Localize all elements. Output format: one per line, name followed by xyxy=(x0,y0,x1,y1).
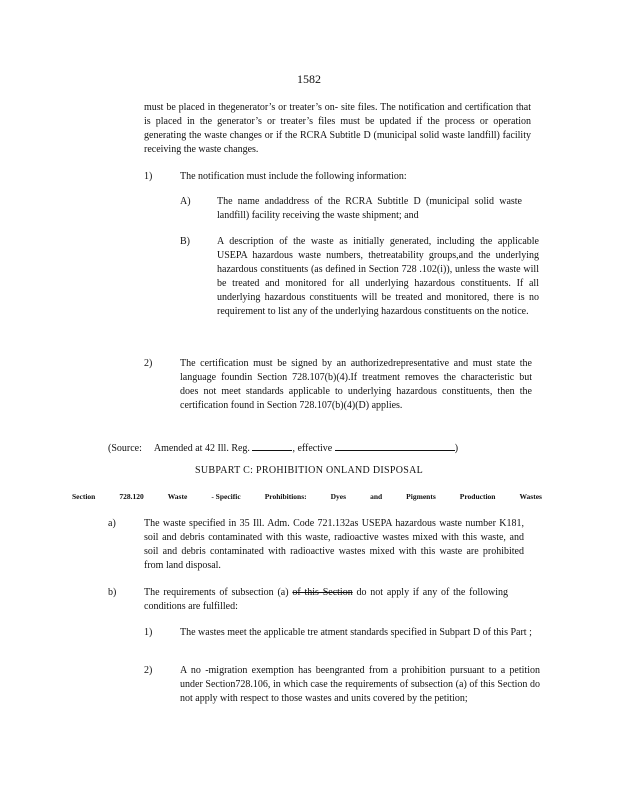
section-title-word: and xyxy=(370,492,383,501)
source-prefix: (Source: xyxy=(108,443,142,454)
intro-paragraph: must be placed in thegenerator’s or treater’s on- site files. The notification and certification that is placed in the generator’s or treater’s files must be updated if the process or operation generating the waste changes or if the RCRA Subtitle D (municipal solid waste landfill) facility receiving the waste changes. xyxy=(144,102,531,155)
effective-date-blank xyxy=(335,440,455,451)
item-b-text-after: do not apply if any of the following conditions are fulfilled: xyxy=(144,587,509,612)
item-1a-text: The name andaddress of the RCRA Subtitle D (municipal solid waste landfill) facility receiving the waste shipment; and xyxy=(217,196,522,221)
item-a-number: a) xyxy=(108,518,116,529)
item-b-number: b) xyxy=(108,587,117,598)
item-1b-number: B) xyxy=(180,236,190,247)
item-a-text: The waste specified in 35 Ill. Adm. Code 721.132as USEPA hazardous waste number K181, soil and debris contaminated with this waste, radioactive wastes mixed with this waste, and soil and debris contaminated with radioactive wastes mixed with this waste are prohibited from land disposal. xyxy=(144,518,524,571)
item-b1-text: The wastes meet the applicable tre atment standards specified in Subpart D of this Part ; xyxy=(180,627,532,638)
section-number: 728.120 xyxy=(119,492,144,501)
page-number: 1582 xyxy=(297,72,321,86)
section-label: Section xyxy=(72,492,96,501)
source-effective: , effective xyxy=(292,443,333,454)
item-1-text: The notification must include the following information: xyxy=(180,171,407,182)
item-b2-text: A no -migration exemption has beengranted from a prohibition pursuant to a petition under Section728.106, in which case the requirements of subsection (a) of this Section do not apply with respect to those wastes and units covered by the petition; xyxy=(180,665,540,704)
item-b2-number: 2) xyxy=(144,665,153,676)
section-title-word: Pigments xyxy=(406,492,436,501)
item-b-text xyxy=(144,586,508,614)
subpart-heading: SUBPART C: PROHIBITION ONLAND DISPOSAL xyxy=(194,465,424,476)
reg-blank xyxy=(252,440,292,451)
item-b-deleted-text: of this Section xyxy=(292,587,353,598)
section-title-word: Production xyxy=(459,492,496,501)
section-title-word: Prohibitions: xyxy=(264,492,307,501)
section-title-word: - Specific xyxy=(211,492,241,501)
item-2-number: 2) xyxy=(144,358,153,369)
source-close: ) xyxy=(454,443,459,454)
section-title-word: Dyes xyxy=(330,492,347,501)
item-1a-number: A) xyxy=(180,196,191,207)
item-2-text: The certification must be signed by an authorizedrepresentative and must state the language foundin Section 728.107(b)(4).If treatment removes the characteristic but does not meet standards applicable to underlying hazardous constituents, then the certification found in Section 728.107(b)(4)(D) applies. xyxy=(180,358,532,411)
item-1-number: 1) xyxy=(144,171,153,182)
item-b1-number: 1) xyxy=(144,627,153,638)
item-1b-text: A description of the waste as initially generated, including the applicable USEPA hazardous waste numbers, thetreatability groups,and the underlying hazardous constituents (as defined in Section 728 .102(i)), unless the waste will be treated and monitored for all underlying hazardous constituents. If all underlying hazardous constituents will be treated and monitored, there is no requirement to list any of the underlying hazardous constituents on the notice. xyxy=(217,236,539,317)
item-b-text-before: The requirements of subsection (a) xyxy=(144,587,289,598)
section-title-word: Waste xyxy=(167,492,188,501)
section-heading xyxy=(72,492,542,501)
source-note xyxy=(108,440,458,456)
section-title-word: Wastes xyxy=(519,492,542,501)
source-amended: Amended at 42 Ill. Reg. xyxy=(153,443,250,454)
